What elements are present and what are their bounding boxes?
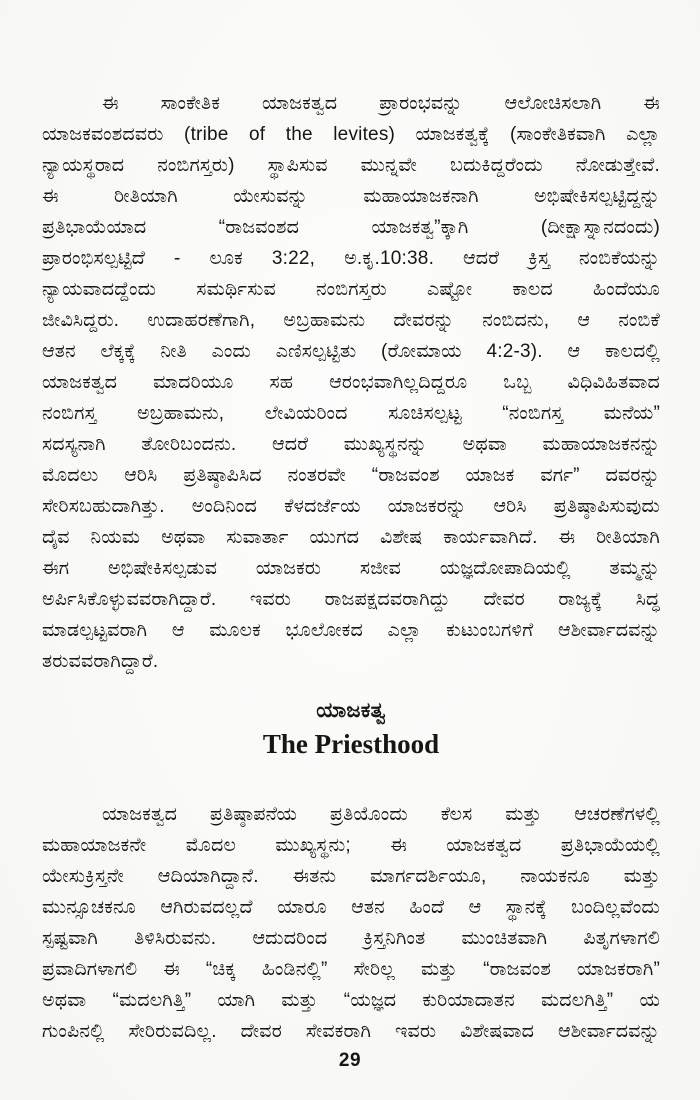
- section-title-english: The Priesthood: [262, 729, 440, 759]
- text-line: ನ್ಯಾಯಸ್ಥರಾದ ನಂಬಿಗಸ್ತರು) ಸ್ಥಾಪಿಸುವ ಮುನ್ನವೇ ಬದುಕಿದ್ದರೆಂದು ನೋಡುತ್ತೇವೆ.: [42, 155, 660, 176]
- text-line: ಪ್ರಾರಂಭಿಸಲ್ಪಟ್ಟಿದೆ - ಲೂಕ 3:22, ಅ.ಕೃ.10:38. ಆದರೆ ಕ್ರಿಸ್ತ ನಂಬಿಕೆಯನ್ನು: [42, 248, 660, 269]
- text-line: ಮುನ್ಸೂಚಕನೂ ಆಗಿರುವದಲ್ಲದೆ ಯಾರೂ ಆತನ ಹಿಂದೆ ಆ ಸ್ಥಾನಕ್ಕೆ ಬಂದಿಲ್ಲವೆಂದು: [42, 897, 660, 918]
- text-line: ಜೀವಿಸಿದ್ದರು. ಉದಾಹರಣೆಗಾಗಿ, ಅಬ್ರಹಾಮನು ದೇವರನ್ನು ನಂಬಿದನು, ಆ ನಂಬಿಕೆ: [42, 310, 660, 331]
- paragraph-1: [42, 88, 660, 677]
- text-line: ಯೇಸುಕ್ರಿಸ್ತನೇ ಆದಿಯಾಗಿದ್ದಾನೆ. ಈತನು ಮಾರ್ಗದರ್ಶಿಯೂ, ನಾಯಕನೂ ಮತ್ತು: [42, 866, 660, 887]
- text-line: ಆತನ ಲೆಕ್ಕಕ್ಕೆ ನೀತಿ ಎಂದು ಎಣಿಸಲ್ಪಟ್ಟಿತು (ರೋಮಾಯ 4:2-3). ಆ ಕಾಲದಲ್ಲಿ: [42, 341, 660, 362]
- text-line: ಮಹಾಯಾಜಕನೇ ಮೊದಲ ಮುಖ್ಯಸ್ಥನು; ಈ ಯಾಜಕತ್ವದ ಪ್ರತಿಭಾಯೆಯಲ್ಲಿ: [42, 835, 660, 856]
- text-line: ಸ್ಪಷ್ಟವಾಗಿ ತಿಳಿಸಿರುವನು. ಆದುದರಿಂದ ಕ್ರಿಸ್ತನಿಗಿಂತ ಮುಂಚಿತವಾಗಿ ಪಿತೃಗಳಾಗಲಿ: [42, 928, 660, 949]
- text-line: ಯಾಜಕತ್ವದ ಮಾದರಿಯೂ ಸಹ ಆರಂಭವಾಗಿಲ್ಲದಿದ್ದರೂ ಒಬ್ಬ ವಿಧಿವಿಹಿತವಾದ: [42, 372, 660, 393]
- text-line: ಪ್ರವಾದಿಗಳಾಗಲಿ ಈ “ಚಿಕ್ಕ ಹಿಂಡಿನಲ್ಲಿ” ಸೇರಿಲ್ಲ ಮತ್ತು “ರಾಜವಂಶ ಯಾಜಕರಾಗಿ”: [42, 959, 660, 980]
- section-title-kannada: ಯಾಜಕತ್ವ: [316, 699, 386, 722]
- text-line: ದೈವ ನಿಯಮ ಅಥವಾ ಸುವಾರ್ತಾ ಯುಗದ ವಿಶೇಷ ಕಾರ್ಯವಾಗಿದೆ. ಈ ರೀತಿಯಾಗಿ: [42, 527, 660, 548]
- text-line: ಗುಂಪಿನಲ್ಲಿ ಸೇರಿರುವದಿಲ್ಲ. ದೇವರ ಸೇವಕರಾಗಿ ಇವರು ವಿಶೇಷವಾದ ಆಶೀರ್ವಾದವನ್ನು: [42, 1021, 660, 1042]
- text-line: ಪ್ರತಿಭಾಯೆಯಾದ “ರಾಜವಂಶದ ಯಾಜಕತ್ವ”ಕ್ಕಾಗಿ (ದೀಕ್ಷಾಸ್ನಾನದಂದು): [42, 217, 660, 238]
- section-heading: [42, 696, 660, 762]
- text-line: ನ್ಯಾಯವಾದದ್ದೆಂದು ಸಮರ್ಥಿಸುವ ನಂಬಿಗಸ್ತರು ಎಷ್ಟೋ ಕಾಲದ ಹಿಂದೆಯೂ: [42, 279, 660, 300]
- text-line: ಸದಸ್ಯನಾಗಿ ತೋರಿಬಂದನು. ಆದರೆ ಮುಖ್ಯಸ್ಥನನ್ನು ಅಥವಾ ಮಹಾಯಾಜಕನನ್ನು: [42, 434, 660, 455]
- text-line: ಅರ್ಪಿಸಿಕೊಳ್ಳುವವರಾಗಿದ್ದಾರೆ. ಇವರು ರಾಜಪಕ್ಷದವರಾಗಿದ್ದು ದೇವರ ರಾಜ್ಯಕ್ಕೆ ಸಿದ್ಧ: [42, 589, 660, 610]
- text-line: ಈ ಸಾಂಕೇತಿಕ ಯಾಜಕತ್ವದ ಪ್ರಾರಂಭವನ್ನು ಆಲೋಚಿಸಲಾಗಿ ಈ: [102, 93, 660, 114]
- page-number: 29: [338, 1050, 362, 1071]
- text-line: ನಂಬಿಗಸ್ತ ಅಬ್ರಹಾಮನು, ಲೇವಿಯರಿಂದ ಸೂಚಿಸಲ್ಪಟ್ಟ “ನಂಬಿಗಸ್ತ ಮನೆಯ”: [42, 403, 660, 424]
- text-line: ಯಾಜಕವಂಶದವರು (tribe of the levites) ಯಾಜಕತ್ವಕ್ಕೆ (ಸಾಂಕೇತಿಕವಾಗಿ ಎಲ್ಲಾ: [42, 124, 660, 145]
- text-line: ಈಗ ಅಭಿಷೇಕಿಸಲ್ಪಡುವ ಯಾಜಕರು ಸಜೀವ ಯಜ್ಞದೋಪಾದಿಯಲ್ಲಿ ತಮ್ಮನ್ನು: [42, 558, 660, 579]
- text-line: ಈ ರೀತಿಯಾಗಿ ಯೇಸುವನ್ನು ಮಹಾಯಾಜಕನಾಗಿ ಅಭಿಷೇಕಿಸಲ್ಪಟ್ಟಿದ್ದನ್ನು: [42, 186, 660, 207]
- text-line: ಅಥವಾ “ಮದಲಗಿತ್ತಿ” ಯಾಗಿ ಮತ್ತು “ಯಜ್ಞದ ಕುರಿಯಾದಾತನ ಮದಲಗಿತ್ತಿ” ಯ: [42, 990, 660, 1011]
- text-line: ಯಾಜಕತ್ವದ ಪ್ರತಿಷ್ಠಾಪನೆಯ ಪ್ರತಿಯೊಂದು ಕೆಲಸ ಮತ್ತು ಆಚರಣೆಗಳಲ್ಲಿ: [102, 804, 660, 825]
- text-line: ಸೇರಿಸಬಹುದಾಗಿತ್ತು. ಅಂದಿನಿಂದ ಕೆಳದರ್ಜೆಯ ಯಾಜಕರನ್ನು ಆರಿಸಿ ಪ್ರತಿಷ್ಠಾಪಿಸುವುದು: [42, 496, 660, 517]
- text-line: ಮೊದಲು ಆರಿಸಿ ಪ್ರತಿಷ್ಠಾಪಿಸಿದ ನಂತರವೇ “ರಾಜವಂಶ ಯಾಜಕ ವರ್ಗ” ದವರನ್ನು: [42, 465, 660, 486]
- text-line: ತರುವವರಾಗಿದ್ದಾರೆ.: [42, 651, 159, 672]
- text-line: ಮಾಡಲ್ಪಟ್ಟವರಾಗಿ ಆ ಮೂಲಕ ಭೂಲೋಕದ ಎಲ್ಲಾ ಕುಟುಂಬಗಳಿಗೆ ಆಶೀರ್ವಾದವನ್ನು: [42, 620, 660, 641]
- paragraph-2: [42, 799, 660, 1047]
- body-text: [42, 88, 660, 1047]
